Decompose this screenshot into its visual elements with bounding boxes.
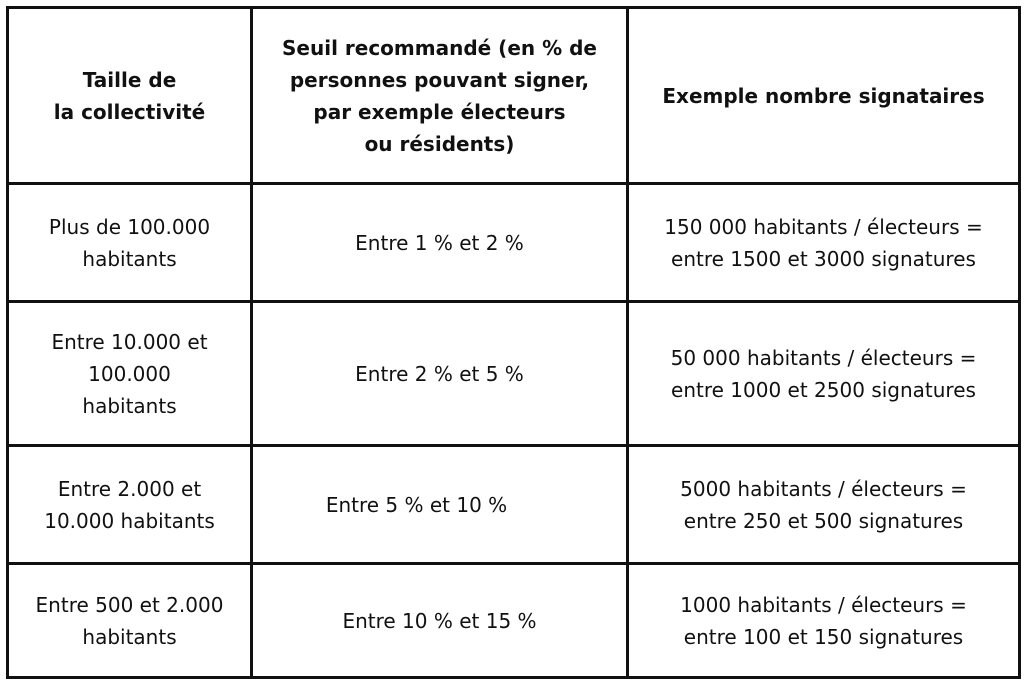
row-size-text: Entre 10.000 et 100.000 habitants <box>51 329 208 418</box>
threshold-table <box>6 6 1021 679</box>
row-threshold-cell <box>252 446 628 564</box>
row-example-cell <box>628 302 1020 446</box>
row-example-text: 50 000 habitants / électeurs = entre 1000 et 2500 signatures <box>670 345 977 402</box>
table-row <box>8 564 1020 678</box>
row-threshold-text: Entre 2 % et 5 % <box>355 361 524 386</box>
row-example-text: 1000 habitants / électeurs = entre 100 et 150 signatures <box>680 592 967 649</box>
header-size-label: Taille de la collectivité <box>53 67 206 124</box>
header-cell-threshold <box>252 8 628 184</box>
row-size-text: Entre 2.000 et 10.000 habitants <box>44 476 215 533</box>
row-threshold-text: Entre 10 % et 15 % <box>342 608 537 633</box>
table-row <box>8 302 1020 446</box>
row-threshold-text: Entre 1 % et 2 % <box>355 230 524 255</box>
row-size-cell <box>8 446 252 564</box>
row-example-text: 5000 habitants / électeurs = entre 250 et 500 signatures <box>680 476 967 533</box>
row-size-cell <box>8 302 252 446</box>
row-size-cell <box>8 184 252 302</box>
header-example-label: Exemple nombre signataires <box>662 83 985 108</box>
row-example-cell <box>628 564 1020 678</box>
table-row <box>8 184 1020 302</box>
row-example-cell <box>628 446 1020 564</box>
row-example-text: 150 000 habitants / électeurs = entre 1500 et 3000 signatures <box>664 214 983 271</box>
row-threshold-cell <box>252 184 628 302</box>
table-header-row <box>8 8 1020 184</box>
header-threshold-label: Seuil recommandé (en % de personnes pouvant signer, par exemple électeurs ou résidents) <box>282 35 597 156</box>
row-threshold-cell <box>252 564 628 678</box>
header-cell-example <box>628 8 1020 184</box>
row-size-text: Plus de 100.000 habitants <box>48 214 211 271</box>
row-example-cell <box>628 184 1020 302</box>
row-threshold-text: Entre 5 % et 10 % <box>325 492 508 517</box>
row-size-text: Entre 500 et 2.000 habitants <box>35 592 224 649</box>
table-row <box>8 446 1020 564</box>
header-cell-size <box>8 8 252 184</box>
row-size-cell <box>8 564 252 678</box>
row-threshold-cell <box>252 302 628 446</box>
